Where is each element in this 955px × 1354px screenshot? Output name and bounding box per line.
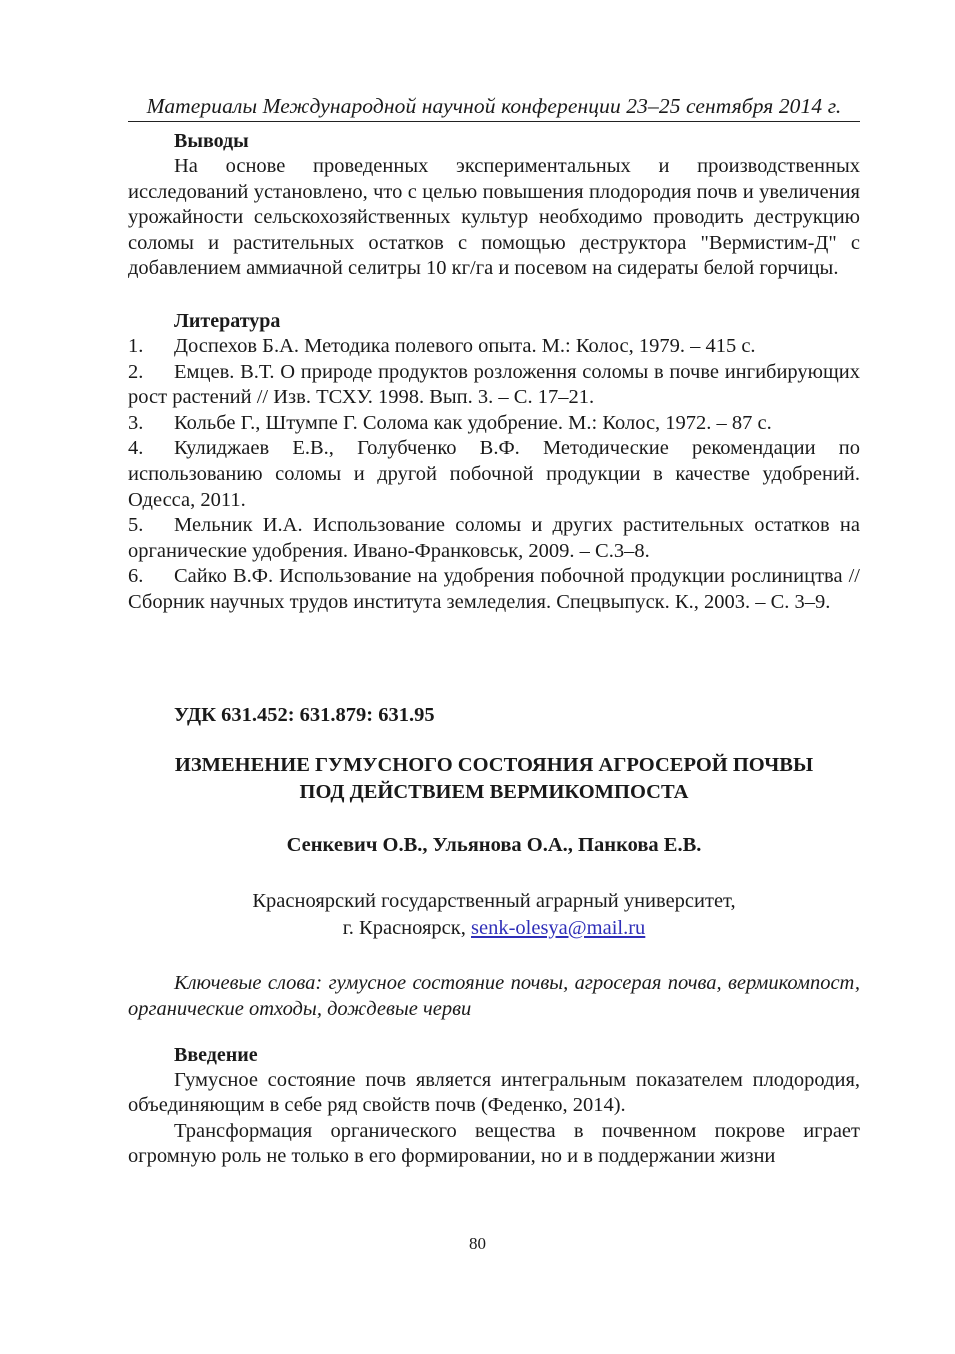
reference-item [128, 334, 860, 360]
reference-text: Кулиджаев Е.В., Голубченко В.Ф. Методические рекомендации по использованию соломы и другой побочной продукции в качестве удобрений. Одесса, 2011. [128, 437, 860, 511]
introduction-paragraph: Гумусное состояние почв является интегральным показателем плодородия, объединяющим в себе ряд свойств почв (Феденко, 2014). [128, 1068, 860, 1117]
reference-text: Доспехов Б.А. Методика полевого опыта. М.: Колос, 1979. – 415 с. [174, 334, 756, 357]
reference-number: 5. [128, 514, 144, 537]
affiliation-line [128, 915, 860, 942]
affiliation-city: г. Красноярск, [342, 916, 471, 939]
reference-item [128, 564, 860, 615]
reference-text: Мельник И.А. Использование соломы и других растительных остатков на органические удобрения. Ивано-Франковськ, 2009. – С.3–8. [128, 514, 860, 562]
article-title [128, 752, 860, 806]
reference-item [128, 360, 860, 411]
article-title-line: ПОД ДЕЙСТВИЕМ ВЕРМИКОМПОСТА [299, 780, 689, 803]
reference-number: 3. [128, 411, 144, 434]
article-authors: Сенкевич О.В., Ульянова О.А., Панкова Е.В. [286, 833, 702, 856]
keywords: Ключевые слова: гумусное состояние почвы, агросерая почва, вермикомпост, органические отходы, дождевые черви [128, 971, 860, 1020]
reference-item [128, 411, 860, 437]
conclusions-paragraph: На основе проведенных экспериментальных и производственных исследований установлено, что с целью повышения плодородия почв и увеличения урожайности сельскохозяйственных культур необходимо проводить деструкцию соломы и растительных остатков с помощью деструктора "Вермистим-Д" с добавлением аммиачной селитры 10 кг/га и посевом на сидераты белой горчицы. [128, 155, 860, 280]
page-number: 80 [469, 1234, 486, 1253]
affiliation-line: Красноярский государственный аграрный университет, [252, 889, 736, 912]
reference-list [128, 334, 860, 616]
reference-number: 2. [128, 360, 144, 383]
reference-item [128, 513, 860, 564]
affiliation [128, 888, 860, 942]
document-page [128, 92, 860, 1312]
reference-text: Сайко В.Ф. Использование на удобрения побочной продукции рослиництва // Сборник научных трудов института земледелия. Спецвыпуск. К., 2003. – С. 3–9. [128, 565, 860, 613]
reference-text: Кольбе Г., Штумпе Г. Солома как удобрение. М.: Колос, 1972. – 87 с. [174, 411, 772, 434]
running-header: Материалы Международной научной конференции 23–25 сентября 2014 г. [128, 92, 860, 122]
udc-code: УДК 631.452: 631.879: 631.95 [174, 703, 435, 726]
reference-number: 4. [128, 437, 144, 460]
introduction-paragraph: Трансформация органического вещества в почвенном покрове играет огромную роль не только в его формировании, но и в поддержании жизни [128, 1119, 860, 1168]
reference-number: 1. [128, 334, 144, 357]
conclusions-heading: Выводы [174, 130, 249, 152]
reference-item [128, 436, 860, 513]
literature-heading: Литература [174, 309, 281, 332]
introduction-heading: Введение [174, 1043, 258, 1066]
reference-number: 6. [128, 565, 144, 588]
email-link[interactable]: senk-olesya@mail.ru [471, 916, 646, 939]
article-title-line: ИЗМЕНЕНИЕ ГУМУСНОГО СОСТОЯНИЯ АГРОСЕРОЙ ПОЧВЫ [174, 753, 814, 776]
reference-text: Емцев. В.Т. О природе продуктов розложення соломы в почве ингибирующих рост растений // Изв. ТСХУ. 1998. Вып. 3. – С. 17–21. [128, 360, 860, 409]
